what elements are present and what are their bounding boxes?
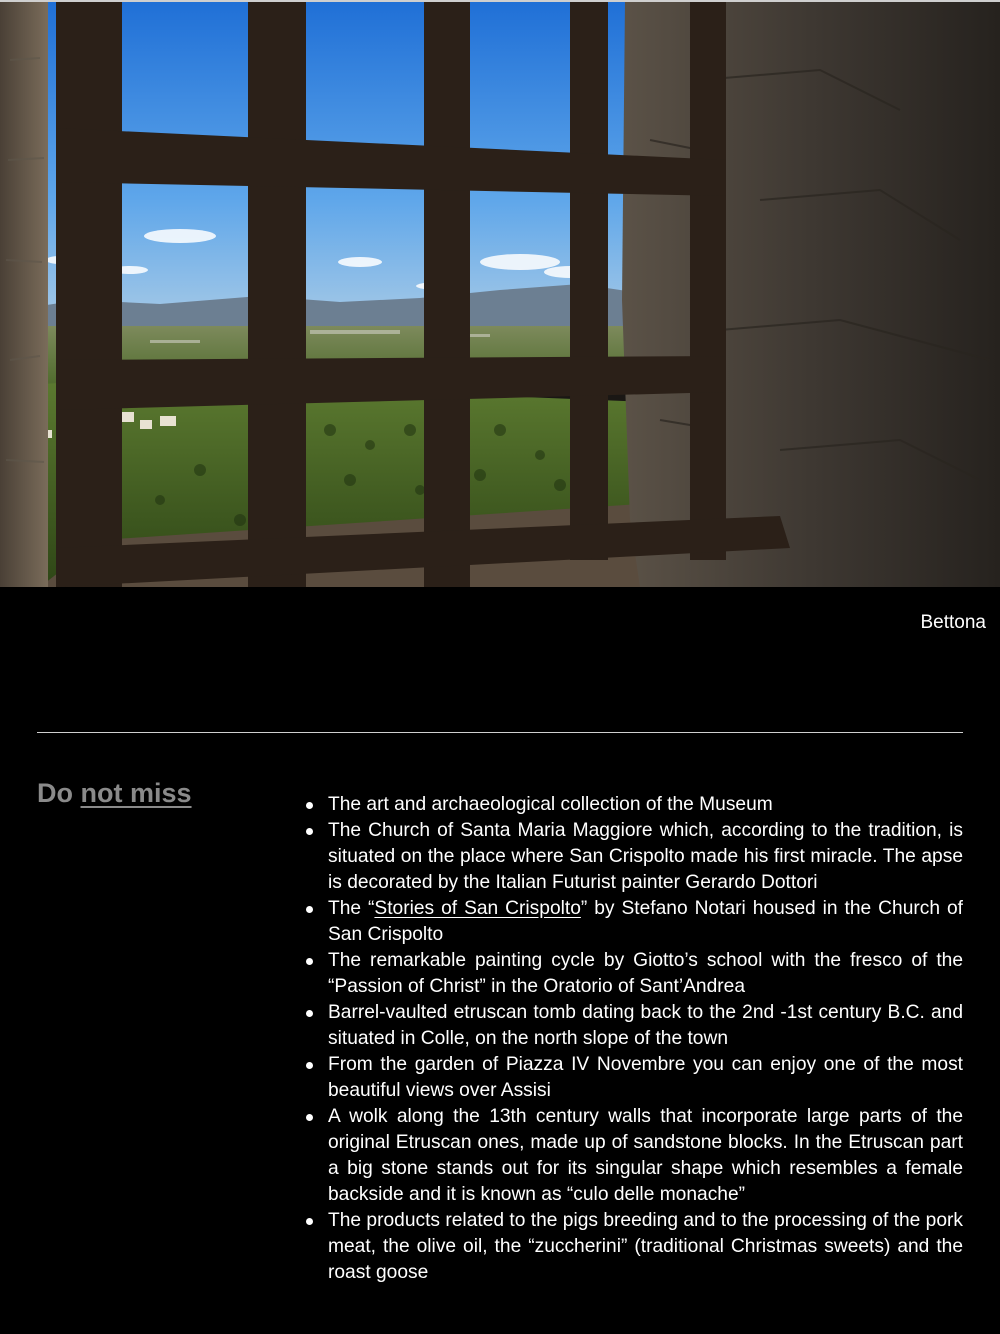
list-item bbox=[304, 1104, 963, 1208]
stories-of-san-crispolto-link[interactable]: Stories of San Crispolto bbox=[374, 898, 581, 919]
list-item bbox=[304, 792, 963, 818]
list-item bbox=[304, 1000, 963, 1052]
list-item-text: The Church of Santa Maria Maggiore which, according to the tradition, is situated on the place where San Crispolto made his first miracle. The apse is decorated by the Italian Futurist painter Gerardo Dottori bbox=[328, 820, 963, 893]
section-heading-link[interactable]: not miss bbox=[80, 778, 192, 808]
list-item bbox=[304, 1208, 963, 1286]
list-item bbox=[304, 896, 963, 948]
list-item-text: The remarkable painting cycle by Giotto’s school with the fresco of the “Passion of Christ” in the Oratorio of Sant’Andrea bbox=[328, 950, 963, 997]
list-item bbox=[304, 948, 963, 1000]
section-divider bbox=[37, 732, 963, 733]
list-item-text: A wolk along the 13th century walls that incorporate large parts of the original Etruscan ones, made up of sandstone blocks. In the Etruscan part a big stone stands out for its singular shape which resembles a female backside and it is known as “culo delle monache” bbox=[328, 1106, 963, 1205]
list-item-text: Barrel-vaulted etruscan tomb dating back to the 2nd -1st century B.C. and situated in Colle, on the north slope of the town bbox=[328, 1002, 963, 1049]
section-heading bbox=[37, 776, 192, 810]
list-item bbox=[304, 1052, 963, 1104]
list-item-text: The “ bbox=[328, 898, 375, 919]
list-item-text: The art and archaeological collection of the Museum bbox=[328, 794, 773, 815]
section-heading-prefix: Do bbox=[37, 778, 73, 808]
highlights-list bbox=[304, 792, 963, 1286]
list-item-text: From the garden of Piazza IV Novembre you can enjoy one of the most beautiful views over Assisi bbox=[328, 1054, 963, 1101]
list-item bbox=[304, 818, 963, 896]
photo-caption: Bettona bbox=[920, 612, 986, 633]
window-view-illustration bbox=[0, 0, 1000, 587]
hero-photo bbox=[0, 0, 1000, 587]
list-item-text: The products related to the pigs breeding and to the processing of the pork meat, the olive oil, the “zuccherini” (traditional Christmas sweets) and the roast goose bbox=[328, 1210, 963, 1283]
list-item-text: ” by Stefano Notari housed in the Church of San Crispolto bbox=[328, 898, 963, 945]
